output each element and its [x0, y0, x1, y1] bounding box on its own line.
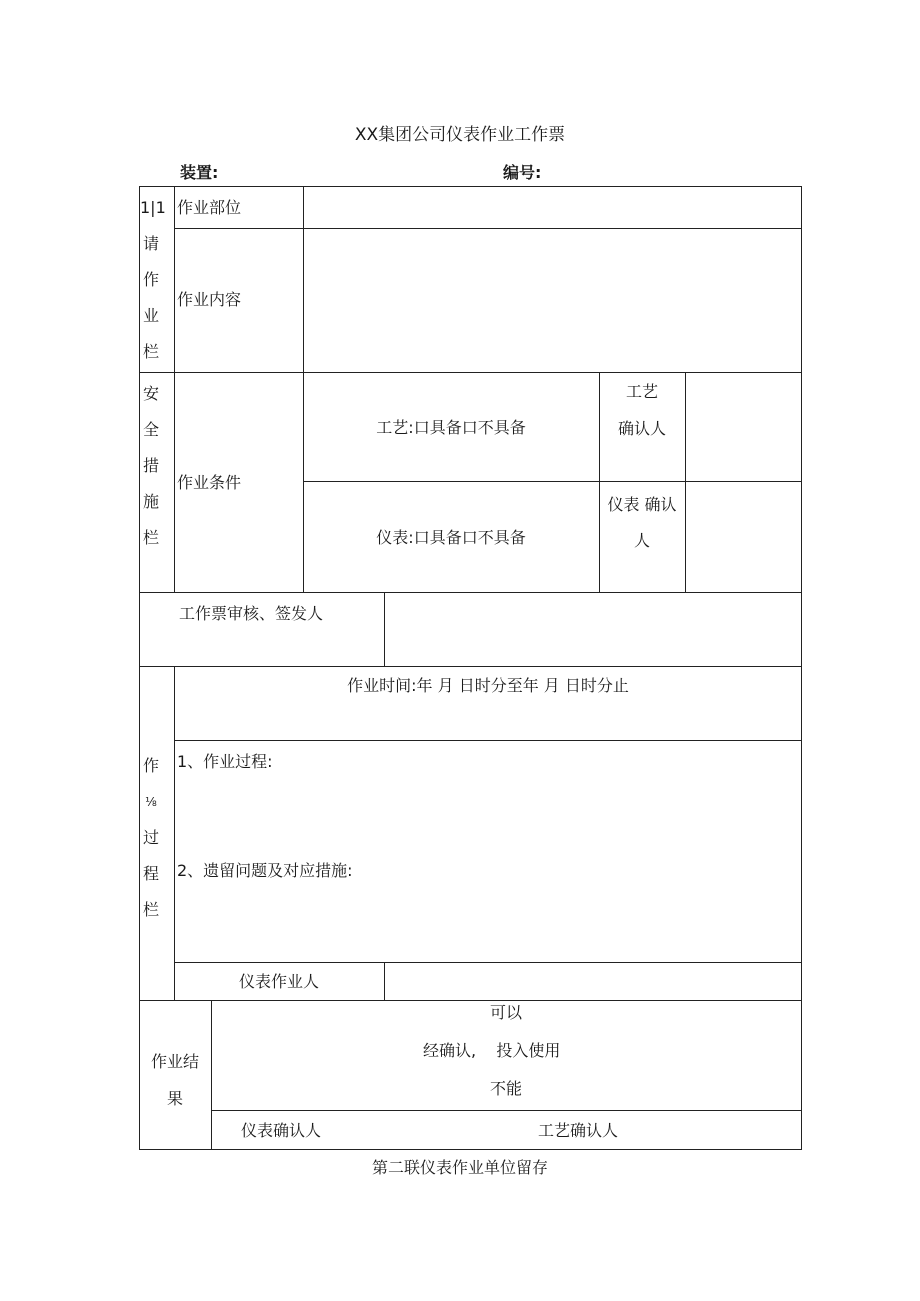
- copy-note: 第二联仪表作业单位留存: [371, 1158, 548, 1177]
- content-label: 作业内容: [177, 290, 242, 309]
- result-cannot[interactable]: 不能: [489, 1079, 522, 1098]
- result-instrument-confirm[interactable]: 仪表确认人: [241, 1121, 322, 1140]
- process-condition[interactable]: 工艺:口具备口不具备: [376, 418, 526, 437]
- work-time[interactable]: 作业时间:年 月 日时分至年 月 日时分止: [347, 676, 629, 695]
- result-label-line2: 果: [166, 1089, 183, 1108]
- content-field[interactable]: [310, 240, 790, 360]
- number-label: 编号:: [503, 163, 542, 182]
- process-confirm-line2: 确认人: [617, 419, 666, 438]
- process-side-label: 作 ⅛ 过 程 栏: [142, 756, 159, 919]
- remaining-issues[interactable]: 2、遗留问题及对应措施:: [177, 861, 353, 880]
- device-label: 装置:: [180, 163, 219, 182]
- process-confirm-line1: 工艺: [625, 382, 658, 401]
- result-process-confirm[interactable]: 工艺确认人: [538, 1121, 619, 1140]
- apply-side-label: 1|1 请 作 业 栏: [140, 198, 166, 361]
- instrument-worker-label: 仪表作业人: [238, 972, 319, 991]
- condition-label: 作业条件: [177, 473, 242, 492]
- result-can[interactable]: 可以: [489, 1003, 522, 1022]
- document-title: XX集团公司仪表作业工作票: [354, 125, 566, 145]
- location-label: 作业部位: [177, 198, 242, 217]
- review-label: 工作票审核、签发人: [179, 604, 324, 623]
- work-process-step[interactable]: 1、作业过程:: [177, 752, 273, 771]
- instrument-confirm-line1: 仪表 确认: [607, 495, 677, 514]
- instrument-condition[interactable]: 仪表:口具备口不具备: [376, 528, 526, 547]
- instrument-confirm-line2: 人: [633, 531, 650, 550]
- result-confirm-line: 经确认, 投入使用: [423, 1041, 561, 1060]
- result-label-line1: 作业结: [150, 1052, 199, 1071]
- safety-side-label: 安 全 措 施 栏: [142, 384, 159, 547]
